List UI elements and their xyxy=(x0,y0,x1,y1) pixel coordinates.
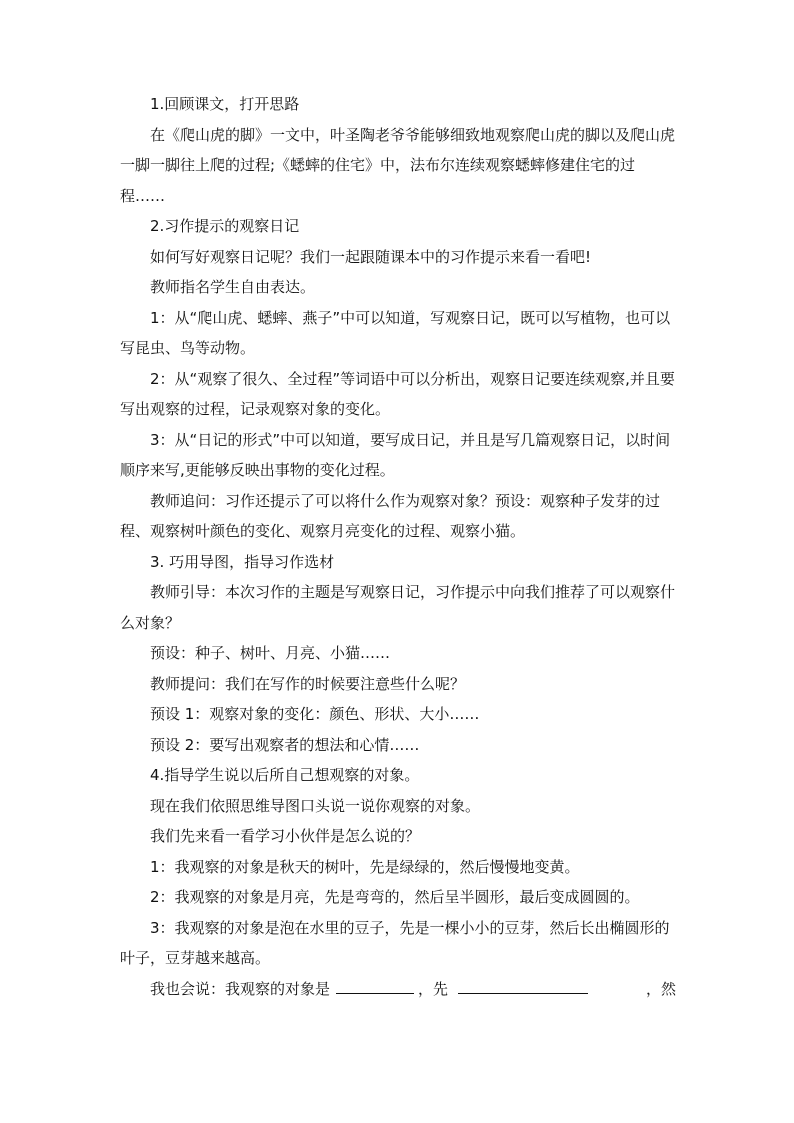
fill-in-line xyxy=(120,974,676,1005)
fill-in-text-3: ，然 xyxy=(645,979,676,998)
paragraph: 预设：种子、树叶、月亮、小猫…… xyxy=(150,644,391,662)
fill-in-prefix xyxy=(150,974,592,1005)
paragraph: 3：从“日记的形式”中可以知道，要写成日记，并且是写几篇观察日记，以时间顺序来写,更能够反映出事物的变化过程。 xyxy=(120,430,671,479)
paragraph: 如何写好观察日记呢？我们一起跟随课本中的习作提示来看一看吧! xyxy=(150,247,592,266)
section-heading: 1.回顾课文，打开思路 xyxy=(150,95,300,113)
paragraph: 2：我观察的对象是月亮，先是弯弯的，然后呈半圆形，最后变成圆圆的。 xyxy=(150,888,640,906)
section-heading: 2.习作提示的观察日记 xyxy=(150,217,300,235)
paragraph: 1：我观察的对象是秋天的树叶，先是绿绿的，然后慢慢地变黄。 xyxy=(150,857,580,876)
paragraph: 现在我们依照思维导图口头说一说你观察的对象。 xyxy=(150,796,481,815)
blank-object[interactable] xyxy=(336,977,414,994)
paragraph: 教师引导：本次习作的主题是写观察日记，习作提示中向我们推荐了可以观察什么对象？ xyxy=(120,583,676,632)
paragraph: 2：从“观察了很久、全过程”等词语中可以分析出，观察日记要连续观察,并且要写出观察的过程，记录观察对象的变化。 xyxy=(120,369,675,418)
paragraph: 1：从“爬山虎、蟋蟀、燕子”中可以知道，写观察日记，既可以写植物，也可以写昆虫、鸟等动物。 xyxy=(120,308,671,357)
paragraph: 我们先来看一看学习小伙伴是怎么说的？ xyxy=(150,827,421,845)
paragraph: 教师追问：习作还提示了可以将什么作为观察对象？预设：观察种子发芽的过程、观察树叶颜色的变化、观察月亮变化的过程、观察小猫。 xyxy=(120,491,661,540)
paragraph: 教师提问：我们在写作的时候要注意些什么呢？ xyxy=(150,674,466,693)
paragraph: 在《爬山虎的脚》一文中，叶圣陶老爷爷能够细致地观察爬山虎的脚以及爬山虎一脚一脚往上爬的过程;《蟋蟀的住宅》中，法布尔连续观察蟋蟀修建住宅的过程…… xyxy=(120,125,676,205)
paragraph: 3：我观察的对象是泡在水里的豆子，先是一棵小小的豆芽，然后长出椭圆形的叶子，豆芽越来越高。 xyxy=(120,918,670,967)
fill-in-text-1: 我也会说：我观察的对象是 xyxy=(150,979,331,998)
paragraph: 预设 1：观察对象的变化：颜色、形状、大小…… xyxy=(150,705,480,723)
section-heading: 4.指导学生说以后所自己想观察的对象。 xyxy=(150,766,420,784)
document-body xyxy=(120,89,676,1004)
blank-first[interactable] xyxy=(458,977,588,994)
paragraph: 教师指名学生自由表达。 xyxy=(150,278,316,296)
paragraph: 预设 2：要写出观察者的想法和心情…… xyxy=(150,735,420,754)
fill-in-text-2: ，先 xyxy=(418,979,449,998)
section-heading: 3. 巧用导图，指导习作选材 xyxy=(150,552,335,571)
